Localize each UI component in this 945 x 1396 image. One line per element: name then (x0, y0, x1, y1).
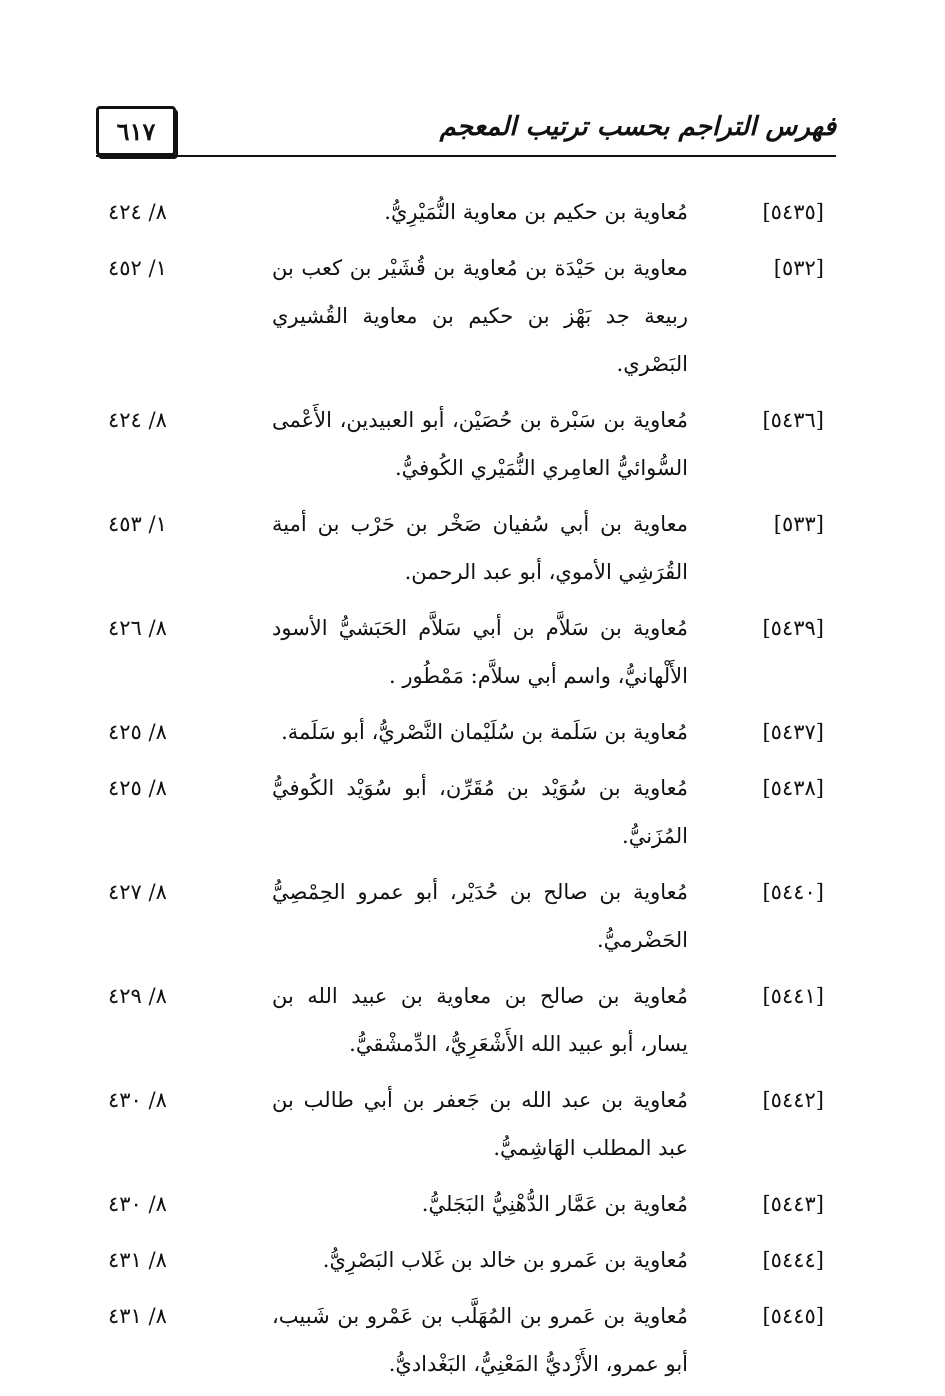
entry-number: [٥٤٣٨] (762, 776, 824, 800)
entry-number: [٥٤٤٢] (762, 1088, 824, 1112)
entry-number: [٥٣٣] (773, 512, 824, 536)
list-item (108, 396, 824, 492)
list-item (108, 708, 824, 756)
entry-reference: ٨/ ٤٢٦ (108, 616, 167, 640)
list-item (108, 188, 824, 236)
list-item (108, 1236, 824, 1284)
entry-number: [٥٤٣٥] (762, 200, 824, 224)
entry-text: مُعاوية بن صالح بن معاوية بن عبيد الله بن يسار، أبو عبيد الله الأَشْعَرِيُّ، الدِّمشْقيُّ. (272, 984, 688, 1056)
entry-reference: ٨/ ٤٣١ (108, 1304, 167, 1328)
entry-reference: ٨/ ٤٢٧ (108, 880, 167, 904)
entry-text: مُعاوية بن سَبْرة بن حُصَيْن، أبو العبيدين، الأَعْمى السُّوائيُّ العامِري النُّمَيْري الكُوفيُّ. (272, 408, 688, 480)
entry-number: [٥٤٣٩] (762, 616, 824, 640)
entry-reference: ١/ ٤٥٢ (108, 256, 167, 280)
entry-number: [٥٣٢] (773, 256, 824, 280)
entry-text: مُعاوية بن عَمرو بن المُهَلَّب بن عَمْرو بن شَبيب، أبو عمرو، الأَزْديُّ المَعْنِيُّ، البَغْداديُّ. (272, 1304, 688, 1376)
entry-reference: ٨/ ٤٢٤ (108, 408, 167, 432)
entry-number: [٥٤٤١] (762, 984, 824, 1008)
list-item (108, 868, 824, 964)
entry-text: مُعاوية بن سُوَيْد بن مُقَرِّن، أبو سُوَيْد الكُوفيُّ المُزَنيُّ. (272, 776, 688, 848)
entry-text: معاوية بن حَيْدَة بن مُعاوية بن قُشَيْر بن كعب بن ربيعة جد بَهْز بن حكيم بن معاوية القُشيري البَصْري. (272, 256, 688, 376)
entry-text: مُعاوية بن عَمَّار الدُّهْنِيُّ البَجَليُّ. (421, 1192, 688, 1216)
entry-number: [٥٤٤٣] (762, 1192, 824, 1216)
entry-number: [٥٤٤٤] (762, 1248, 824, 1272)
entry-text: مُعاوية بن عبد الله بن جَعفر بن أبي طالب بن عبد المطلب الهَاشِميُّ. (272, 1088, 688, 1160)
entry-reference: ٨/ ٤٢٤ (108, 200, 167, 224)
page-number: ٦١٧ (96, 106, 176, 156)
entry-text: مُعاوية بن عَمرو بن خالد بن غَلاب البَصْرِيُّ. (322, 1248, 688, 1272)
entry-number: [٥٤٤٠] (762, 880, 824, 904)
entry-number: [٥٤٣٦] (762, 408, 824, 432)
entry-text: مُعاوية بن صالح بن حُدَيْر، أبو عمرو الحِمْصِيُّ الحَضْرميُّ. (272, 880, 688, 952)
entry-reference: ٨/ ٤٣٠ (108, 1088, 167, 1112)
page-title: فهرس التراجم بحسب ترتيب المعجم (439, 112, 836, 142)
entry-text: مُعاوية بن سَلاَّم بن أبي سَلاَّم الحَبَشيُّ الأسود الأَلْهانيُّ، واسم أبي سلاَّم: مَمْطُور . (272, 616, 688, 688)
entry-reference: ٨/ ٤٢٩ (108, 984, 167, 1008)
list-item (108, 1292, 824, 1388)
entry-text: مُعاوية بن سَلَمة بن سُلَيْمان النَّصْريُّ، أبو سَلَمة. (281, 720, 688, 744)
list-item (108, 604, 824, 700)
entry-number: [٥٤٣٧] (762, 720, 824, 744)
page-header (96, 100, 836, 160)
entry-reference: ٨/ ٤٢٥ (108, 776, 167, 800)
entry-number: [٥٤٤٥] (762, 1304, 824, 1328)
entry-reference: ٨/ ٤٣١ (108, 1248, 167, 1272)
entry-reference: ١/ ٤٥٣ (108, 512, 167, 536)
list-item (108, 764, 824, 860)
entry-text: معاوية بن أبي سُفيان صَخْر بن حَرْب بن أمية القُرَشِي الأموي، أبو عبد الرحمن. (272, 512, 688, 584)
list-item (108, 972, 824, 1068)
list-item (108, 244, 824, 388)
header-divider (96, 155, 836, 157)
list-item (108, 1076, 824, 1172)
list-item (108, 1180, 824, 1228)
entry-reference: ٨/ ٤٢٥ (108, 720, 167, 744)
entries-list (108, 188, 824, 1396)
list-item (108, 500, 824, 596)
entry-reference: ٨/ ٤٣٠ (108, 1192, 167, 1216)
entry-text: مُعاوية بن حكيم بن معاوية النُّمَيْرِيُّ. (384, 200, 688, 224)
